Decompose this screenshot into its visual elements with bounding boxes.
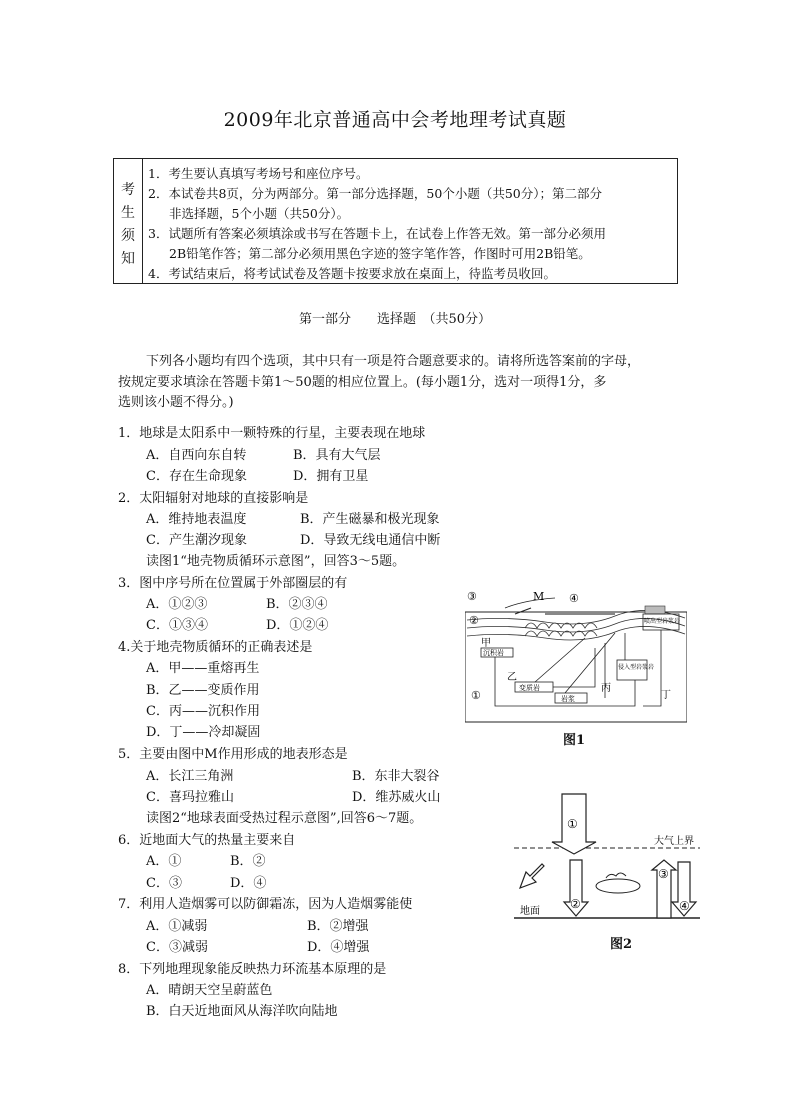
option-2b: B．产生磁暴和极光现象 — [300, 512, 440, 527]
option-1c: C．存在生命现象 — [146, 469, 247, 484]
fig2-label-4: ④ — [679, 899, 690, 913]
option-3a: A．①②③ — [146, 597, 208, 612]
fig2-label-top: 大气上界 — [654, 836, 694, 847]
figure-2-diagram — [514, 790, 700, 930]
option-6c: C．③ — [146, 876, 182, 891]
option-2c: C．产生潮汐现象 — [146, 533, 247, 548]
option-6b: B．② — [230, 854, 266, 869]
question-5: 5．主要由图中M作用形成的地表形态是 — [118, 747, 348, 762]
fig1-label-2: ② — [469, 614, 479, 627]
question-7: 7．利用人造烟雾可以防御霜冻，因为人造烟雾能使 — [118, 897, 413, 912]
page-title: 2009年北京普通高中会考地理考试真题 — [223, 109, 567, 131]
cloud-shape — [596, 879, 640, 893]
option-3c: C．①③④ — [146, 618, 208, 633]
option-4b: B．乙——变质作用 — [146, 683, 260, 698]
option-6a: A．① — [146, 854, 182, 869]
fig1-label-ding: 丁 — [661, 690, 671, 701]
option-7c: C．③减弱 — [146, 940, 208, 955]
figure-1-diagram — [465, 588, 687, 723]
fig1-label-4: ④ — [569, 592, 579, 605]
question-2: 2．太阳辐射对地球的直接影响是 — [118, 491, 309, 506]
fig1-label-jia: 甲 — [481, 638, 491, 649]
fig1-label-extrusive: 喷出型岩浆岩 — [644, 618, 681, 625]
option-7a: A．①减弱 — [146, 919, 208, 934]
option-6d: D．④ — [230, 876, 267, 891]
option-7d: D．④增强 — [307, 940, 370, 955]
question-1: 1．地球是太阳系中一颗特殊的行星，主要表现在地球 — [118, 426, 426, 441]
notice-label-char: 知 — [121, 251, 135, 267]
option-5c: C．喜玛拉雅山 — [146, 790, 234, 805]
notice-line: 非选择题，5个小题（共50分）。 — [169, 206, 350, 221]
fig2-label-ground: 地面 — [520, 906, 540, 917]
option-1a: A．自西向东自转 — [146, 448, 247, 463]
fig1-label-intrusive: 侵入型岩浆岩 — [618, 664, 655, 671]
fig2-label-1: ① — [567, 817, 578, 831]
fig1-label-magma: 岩浆 — [561, 695, 575, 703]
option-5b: B．东非大裂谷 — [352, 769, 440, 784]
notice-line: 3．试题所有答案必须填涂或书写在答题卡上，在试卷上作答无效。第一部分必须用 — [148, 226, 606, 241]
instruction-line: 下列各小题均有四个选项，其中只有一项是符合题意要求的。请将所选答案前的字母， — [146, 354, 641, 369]
option-5d: D．维苏威火山 — [352, 790, 441, 805]
option-4c: C．丙——沉积作用 — [146, 704, 260, 719]
fig1-label-3: ③ — [467, 590, 477, 603]
read-figure-1: 读图1“地壳物质循环示意图”，回答3～5题。 — [146, 554, 406, 569]
option-8b: B．白天近地面风从海洋吹向陆地 — [146, 1004, 338, 1019]
notice-line: 2B铅笔作答；第二部分必须用黑色字迹的签字笔作答，作图时可用2B铅笔。 — [169, 246, 591, 261]
option-4d: D．丁——冷却凝固 — [146, 725, 261, 740]
figure-2-caption: 图2 — [610, 937, 633, 952]
fig2-label-3: ③ — [658, 867, 669, 881]
option-2d: D．导致无线电通信中断 — [300, 533, 441, 548]
option-4a: A．甲——重熔再生 — [146, 661, 260, 676]
option-5a: A．长江三角洲 — [146, 769, 234, 784]
question-8: 8．下列地理现象能反映热力环流基本原理的是 — [118, 962, 387, 977]
notice-label — [114, 159, 143, 283]
option-1d: D．拥有卫星 — [293, 469, 369, 484]
fig1-label-m: M — [533, 590, 545, 603]
fig1-label-1: ① — [471, 689, 481, 702]
fig2-label-2: ② — [570, 897, 581, 911]
question-6: 6．近地面大气的热量主要来自 — [118, 833, 296, 848]
notice-line: 2．本试卷共8页，分为两部分。第一部分选择题，50个小题（共50分）；第二部分 — [148, 186, 602, 201]
option-2a: A．维持地表温度 — [146, 512, 247, 527]
notice-label-char: 须 — [121, 228, 135, 244]
notice-line: 4．考试结束后，将考试试卷及答题卡按要求放在桌面上，待监考员收回。 — [148, 266, 556, 281]
figure-1-caption: 图1 — [563, 733, 586, 748]
cloud-top — [606, 873, 626, 878]
fig1-label-yi: 乙 — [507, 672, 517, 683]
part1-heading: 第一部分 选择题 （共50分） — [298, 312, 492, 327]
option-7b: B．②增强 — [307, 919, 369, 934]
reflection-arrow — [520, 864, 544, 888]
fig1-label-meta: 变质岩 — [519, 684, 540, 692]
notice-line: 1．考生要认真填写考场号和座位序号。 — [148, 166, 369, 181]
question-4: 4.关于地壳物质循环的正确表述是 — [118, 640, 313, 655]
option-3d: D．①②④ — [266, 618, 329, 633]
option-8a: A．晴朗天空呈蔚蓝色 — [146, 983, 273, 998]
notice-box — [113, 158, 678, 284]
question-3: 3．图中序号所在位置属于外部圈层的有 — [118, 576, 348, 591]
read-figure-2: 读图2“地球表面受热过程示意图”,回答6～7题。 — [146, 811, 423, 826]
arrow-m-curve — [505, 598, 555, 608]
fig1-label-bing: 丙 — [601, 683, 611, 694]
instruction-line: 选则该小题不得分。) — [118, 395, 234, 410]
notice-label-char: 考 — [121, 182, 135, 198]
fig1-label-sed: 沉积岩 — [483, 649, 504, 657]
option-3b: B．②③④ — [266, 597, 328, 612]
instruction-line: 按规定要求填涂在答题卡第1～50题的相应位置上。(每小题1分，选对一项得1分，多 — [118, 375, 607, 390]
notice-label-char: 生 — [121, 205, 135, 221]
option-1b: B．具有大气层 — [293, 448, 381, 463]
